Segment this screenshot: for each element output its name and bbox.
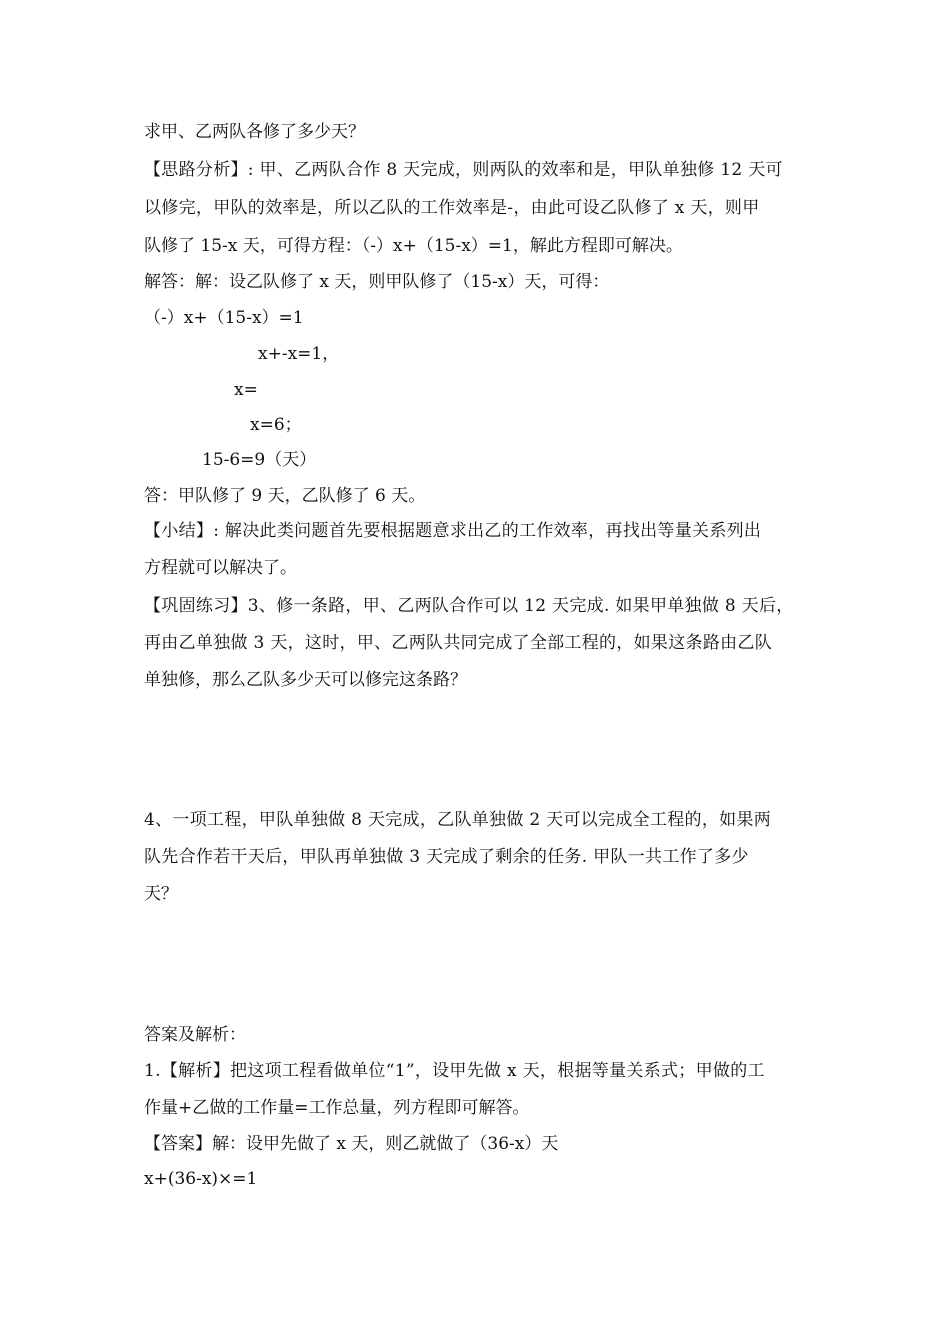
practice3-line-1: 【巩固练习】3、修一条路，甲、乙两队合作可以 12 天完成. 如果甲单独做 8 天后， xyxy=(144,596,794,616)
equation-1: （-）x+（15-x）=1 xyxy=(144,308,304,328)
practice3-line-2: 再由乙单独做 3 天，这时，甲、乙两队共同完成了全部工程的，如果这条路由乙队 xyxy=(144,633,773,653)
practice3-line-3: 单独修，那么乙队多少天可以修完这条路？ xyxy=(144,670,467,690)
answer1-line-2: 作量+乙做的工作量=工作总量，列方程即可解答。 xyxy=(144,1098,530,1118)
solution-intro: 解答：解：设乙队修了 x 天，则甲队修了（15-x）天，可得： xyxy=(144,272,610,292)
answer1-equation: x+(36-x)×=1 xyxy=(144,1169,258,1189)
practice4-line-3: 天？ xyxy=(144,884,178,904)
answers-heading: 答案及解析： xyxy=(144,1025,246,1045)
summary-line-1: 【小结】: 解决此类问题首先要根据题意求出乙的工作效率，再找出等量关系列出 xyxy=(144,521,762,541)
practice4-line-1: 4、一项工程，甲队单独做 8 天完成，乙队单独做 2 天可以完成全工程的，如果两 xyxy=(144,810,772,830)
answer1-answer: 【答案】解：设甲先做了 x 天，则乙就做了（36-x）天 xyxy=(144,1134,559,1154)
answer1-line-1: 1.【解析】把这项工程看做单位“1”，设甲先做 x 天，根据等量关系式；甲做的工 xyxy=(144,1061,765,1081)
problem-tail: 求甲、乙两队各修了多少天？ xyxy=(144,122,365,142)
solution-answer: 答：甲队修了 9 天，乙队修了 6 天。 xyxy=(144,486,426,506)
practice4-line-2: 队先合作若干天后，甲队再单独做 3 天完成了剩余的任务. 甲队一共工作了多少 xyxy=(144,847,749,867)
equation-4: x=6； xyxy=(250,415,302,435)
equation-5: 15-6=9（天） xyxy=(202,450,317,470)
summary-line-2: 方程就可以解决了。 xyxy=(144,558,297,578)
analysis-line-1: 【思路分析】: 甲、乙两队合作 8 天完成，则两队的效率和是，甲队单独修 12 天可 xyxy=(144,160,783,180)
equation-3: x= xyxy=(234,380,258,400)
analysis-line-2: 以修完，甲队的效率是，所以乙队的工作效率是-，由此可设乙队修了 x 天，则甲 xyxy=(144,198,760,218)
analysis-line-3: 队修了 15-x 天，可得方程：（-）x+（15-x）=1，解此方程即可解决。 xyxy=(144,236,683,256)
equation-2: x+-x=1， xyxy=(258,344,340,364)
